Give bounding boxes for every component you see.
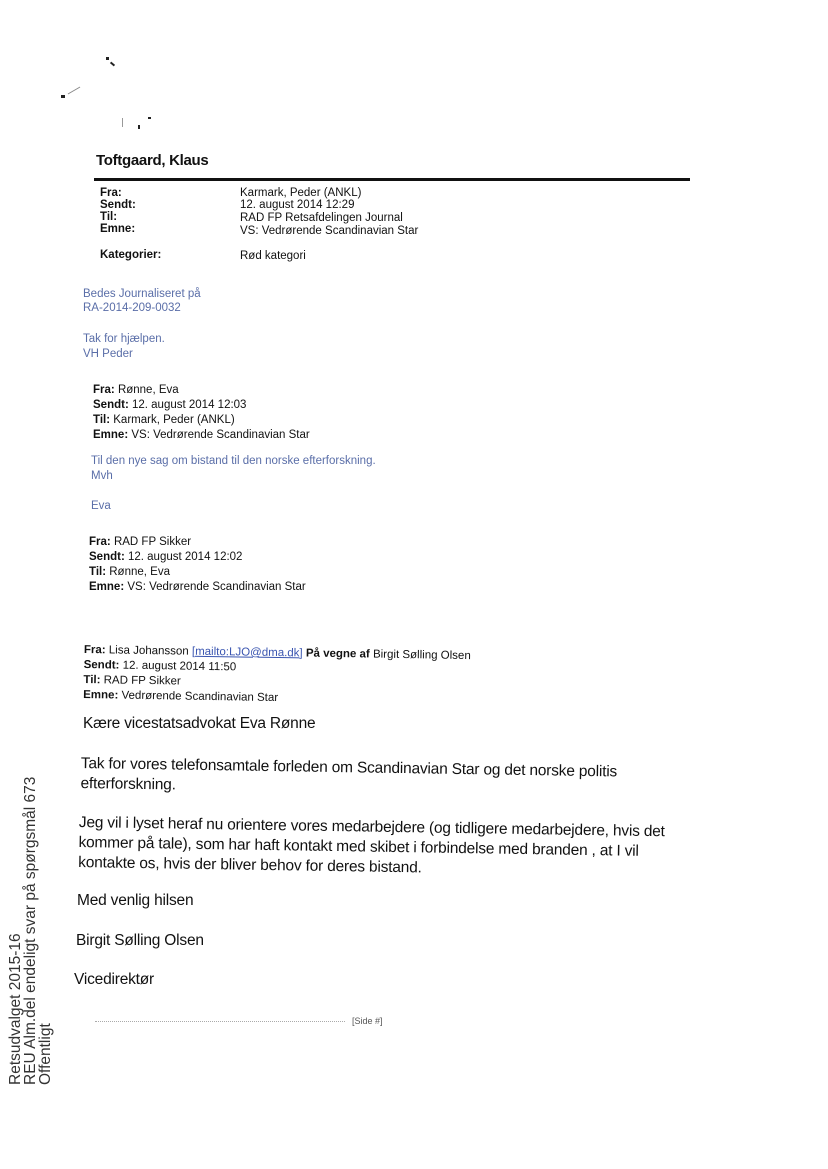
sent-value: 12. august 2014 12:29 — [240, 199, 355, 211]
fwd2-subject-value: VS: Vedrørende Scandinavian Star — [127, 581, 306, 593]
fwd3-from-label: Fra: — [83, 643, 106, 657]
scan-speck — [148, 117, 151, 119]
to-label: Til: — [100, 211, 118, 223]
fwd3-sent-label: Sendt: — [83, 658, 120, 672]
note-signoff: VH Peder — [83, 348, 133, 360]
letter-p1-line1: Tak for vores telefonsamtale forleden om Scandinavian Star og det norske politis — [80, 754, 618, 781]
letter-p2-line3: kontakte os, hvis der bliver behov for deres bistand. — [78, 853, 422, 877]
fwd1-subject-value: VS: Vedrørende Scandinavian Star — [131, 429, 310, 441]
side-stamp-line3: Offentligt — [37, 1023, 54, 1085]
from-label: Fra: — [100, 187, 122, 199]
to-value: RAD FP Retsafdelingen Journal — [240, 212, 403, 224]
note2-line2: Mvh — [91, 470, 113, 482]
fwd1-from-label: Fra: — [93, 384, 115, 396]
signature-title: Vicedirektør — [74, 971, 155, 988]
side-stamp-line2: REU Alm.del endeligt svar på spørgsmål 673 — [22, 776, 39, 1085]
page-marker: [Side #] — [352, 1016, 383, 1026]
fwd1-sent-label: Sendt: — [93, 399, 129, 411]
fwd2-to-label: Til: — [89, 566, 107, 578]
footer-divider — [95, 1021, 345, 1022]
letter-paragraph-1 — [80, 754, 617, 802]
fwd2-sent-label: Sendt: — [89, 551, 125, 563]
scan-speck — [68, 87, 81, 95]
side-stamp-line1: Retsudvalget 2015-16 — [7, 933, 24, 1085]
fwd1-subject-label: Emne: — [93, 429, 129, 441]
scan-speck — [106, 57, 109, 60]
scan-speck — [122, 118, 123, 127]
forward-header-3 — [83, 643, 471, 709]
side-stamp — [8, 777, 53, 1085]
fwd3-email-link[interactable]: [mailto:LJO@dma.dk] — [191, 645, 303, 660]
letter-closing: Med venlig hilsen — [77, 892, 194, 909]
fwd3-sent-value: 12. august 2014 11:50 — [122, 659, 237, 674]
subject-label: Emne: — [100, 223, 136, 235]
fwd1-to-value: Karmark, Peder (ANKL) — [113, 414, 235, 426]
letter-p2-line1: Jeg vil i lyset heraf nu orientere vores medarbejdere (og tidligere medarbejdere, hvis det — [78, 813, 665, 841]
letter-p1-line2: efterforskning. — [80, 774, 176, 794]
fwd3-from-value: Lisa Johansson — [108, 644, 189, 658]
scan-speck — [138, 125, 140, 129]
fwd3-subject-label: Emne: — [83, 688, 119, 702]
fwd3-on-behalf-label: På vegne af — [305, 647, 370, 661]
letter-paragraph-2 — [78, 813, 665, 882]
fwd2-sent-value: 12. august 2014 12:02 — [127, 551, 243, 563]
note-thanks: Tak for hjælpen. — [83, 333, 165, 345]
fwd1-to-label: Til: — [93, 414, 111, 426]
fwd3-subject-value: Vedrørende Scandinavian Star — [121, 689, 279, 705]
note-journal-line: Bedes Journaliseret på — [83, 288, 201, 300]
letter-greeting: Kære vicestatsadvokat Eva Rønne — [83, 715, 316, 732]
note2-line1: Til den nye sag om bistand til den norske efterforskning. — [91, 455, 376, 467]
forward-header-2 — [89, 535, 306, 595]
signature-name: Birgit Sølling Olsen — [76, 932, 204, 949]
fwd3-on-behalf-name: Birgit Sølling Olsen — [372, 648, 471, 663]
header-divider — [94, 178, 690, 181]
from-value: Karmark, Peder (ANKL) — [240, 187, 362, 199]
category-label: Kategorier: — [100, 249, 162, 261]
letter-p2-line2: kommer på tale), som har haft kontakt med skibet i forbindelse med branden , at I vil — [78, 833, 639, 860]
scan-speck — [110, 62, 115, 67]
subject-value: VS: Vedrørende Scandinavian Star — [240, 225, 419, 237]
forward-header-1 — [93, 383, 310, 443]
fwd1-from-value: Rønne, Eva — [117, 384, 179, 396]
fwd2-subject-label: Emne: — [89, 581, 125, 593]
fwd1-sent-value: 12. august 2014 12:03 — [131, 399, 247, 411]
sent-label: Sendt: — [100, 199, 136, 211]
fwd2-from-label: Fra: — [89, 536, 111, 548]
fwd2-to-value: Rønne, Eva — [109, 566, 170, 578]
note2-line3: Eva — [91, 500, 111, 512]
scan-speck — [61, 95, 65, 98]
category-value: Rød kategori — [240, 250, 306, 262]
fwd3-to-label: Til: — [83, 673, 101, 687]
fwd3-to-value: RAD FP Sikker — [103, 674, 181, 688]
fwd2-from-value: RAD FP Sikker — [113, 536, 192, 548]
note-case-number: RA-2014-209-0032 — [83, 302, 181, 314]
mailbox-owner-name: Toftgaard, Klaus — [96, 152, 209, 169]
